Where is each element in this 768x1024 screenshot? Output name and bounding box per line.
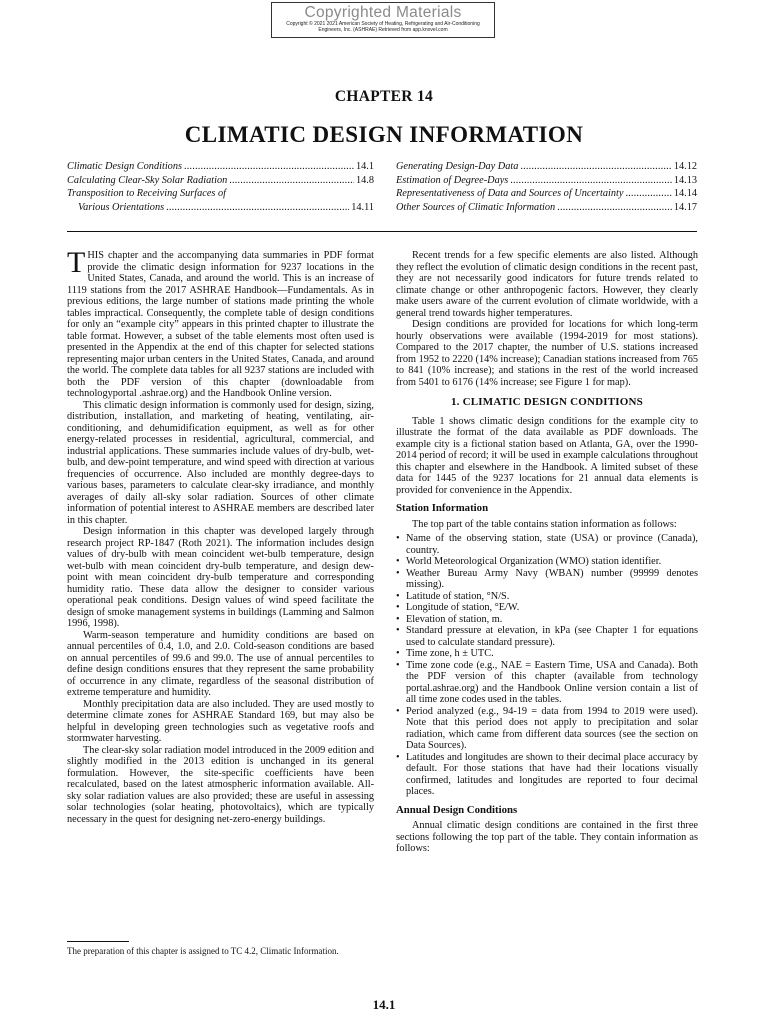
list-item: • Time zone, h ± UTC. — [396, 648, 698, 660]
body-paragraph: This climatic design information is commonly used for design, sizing, distribution, installation, and marketing of heating, ventilating, air-conditioning, and dehumidification equipment, as well as for other energy-related processes in residential, agricultural, commercial, and industrial applications. These summaries include values of dry-bulb, wet-bulb, and dew-point temperature, and wind speed with direction at various frequencies of occurrence. Also included are monthly degree-days to various bases, parameters to calculate clear-sky irradiance, and monthly averages of daily all-sky solar radiation. Sources of other climate information of potential interest to ASHRAE members are described later in this chapter. — [67, 399, 374, 526]
footnote-divider — [67, 941, 129, 942]
body-paragraph: The top part of the table contains station information as follows: — [412, 518, 677, 530]
toc-right-column — [396, 160, 697, 214]
toc-entry-label: Estimation of Degree-Days — [396, 174, 509, 186]
intro-text: HIS chapter and the accompanying data summaries in PDF format provide the climatic design information for 9237 locations in the United States, Canada, and around the world. This is an increase of 1119 stations from the 2017 ASHRAE Handbook—Fundamentals. As in previous editions, the large number of stations made printing the whole tables impractical. Consequently, the complete table of design conditions for only an “example city” appears in this printed chapter to illustrate the table format. However, a subset of the table elements most often used is presented in the Appendix at the end of this chapter for selected stations representing major urban centers in the United States, Canada, and around the world. The complete data tables for all 9237 stations are included with both the PDF version of this chapter (downloadable from technologyportal .ashrae.org) and the Handbook Online version. — [67, 250, 374, 399]
stamp-title: Copyrighted Materials — [304, 4, 462, 21]
station-info-list — [396, 533, 698, 798]
toc-entry[interactable] — [396, 201, 697, 215]
toc-entry-page: 14.17 — [673, 201, 697, 213]
toc-entry-page: 14.12 — [673, 161, 697, 172]
list-item: • Standard pressure at elevation, in kPa (see Chapter 1 for equations used to calculate standard pressure). — [396, 625, 698, 648]
toc-leader-dots — [625, 187, 671, 201]
footnote: The preparation of this chapter is assigned to TC 4.2, Climatic Information. — [67, 946, 339, 956]
toc-entry[interactable] — [67, 160, 374, 174]
toc-entry[interactable] — [67, 187, 374, 201]
list-item: • Elevation of station, m. — [396, 614, 698, 626]
list-item: • Latitudes and longitudes are shown to their decimal place accuracy by default. For those stations that have had their locations visually confirmed, latitudes and longitudes are reported to four decimal places. — [396, 752, 698, 798]
toc-entry[interactable] — [396, 160, 697, 174]
toc-entry-label: Other Sources of Climatic Information — [396, 201, 556, 213]
body-paragraph: Annual climatic design conditions are contained in the first three sections following the top part of the table. They contain information as follows: — [396, 820, 698, 854]
list-item: • Period analyzed (e.g., 94-19 = data from 1994 to 2019 were used). Note that this period does not apply to precipitation and solar radiation, which came from different data sources (see the section on Data Sources). — [396, 706, 698, 752]
toc-entry-label: Generating Design-Day Data — [396, 161, 519, 172]
toc-leader-dots — [520, 160, 671, 174]
toc-entry-label: Transposition to Receiving Surfaces of — [67, 188, 227, 200]
toc-entry[interactable] — [67, 174, 374, 188]
toc-entry-label: Climatic Design Conditions — [67, 161, 182, 172]
page-number: 14.1 — [372, 997, 396, 1012]
toc-entry-label: Representativeness of Data and Sources of Uncertainty — [396, 188, 624, 200]
toc-left-column — [67, 160, 374, 214]
chapter-number: CHAPTER 14 — [334, 88, 434, 105]
toc-entry-page: 14.1 — [355, 161, 374, 172]
body-paragraph: The clear-sky solar radiation model introduced in the 2009 edition and slightly modified in the 2013 edition is unchanged in its general formulation. However, the site-specific coefficients have been recalculated, based on the latest atmospheric information available. All-sky solar radiation values are also provided; these are useful in assessing solar technologies (solar heating, photovoltaics), which are typically necessary in the quest for designing net-zero-energy buildings. — [67, 744, 374, 825]
intro-paragraph — [67, 246, 374, 400]
section-heading: 1. CLIMATIC DESIGN CONDITIONS — [450, 396, 644, 408]
toc-entry-page: 14.13 — [673, 174, 697, 186]
toc-entry[interactable] — [396, 187, 697, 201]
toc-entry-page: 14.8 — [355, 174, 374, 186]
list-item: • Name of the observing station, state (USA) or province (Canada), country. — [396, 533, 698, 556]
copyright-stamp — [271, 2, 495, 38]
toc-entry[interactable] — [67, 201, 374, 215]
list-item: • World Meteorological Organization (WMO) station identifier. — [396, 556, 698, 568]
toc-entry-page: 14.11 — [351, 201, 374, 213]
left-text-column — [67, 246, 374, 825]
drop-cap: T — [67, 246, 86, 279]
body-paragraph: Recent trends for a few specific elements are also listed. Although they reflect the evolution of climatic design conditions in the recent past, they are not necessarily good indicators for future trends related to climate change or other anthropogenic factors. However, they clearly make users aware of the current evolution of climate worldwide, with a general trend towards higher temperatures. — [396, 250, 698, 319]
body-paragraph: Warm-season temperature and humidity conditions are based on annual percentiles of 0.4, 1.0, and 2.0. Cold-season conditions are based on annual percentiles of 99.6 and 99.0. The use of annual percentiles to define design conditions ensures that they represent the same probability of occurrence in any climate, regardless of the seasonal distribution of extreme temperature and humidity. — [67, 629, 374, 698]
stamp-line-2: Engineers, Inc. (ASHRAE) Retrieved from app.knovel.com — [318, 27, 448, 33]
toc-entry-page: 14.14 — [673, 188, 697, 200]
toc-leader-dots — [510, 174, 672, 188]
toc-entry-label: Various Orientations — [78, 201, 165, 213]
toc-leader-dots — [166, 201, 349, 215]
body-paragraph: Table 1 shows climatic design conditions for the example city to illustrate the format of the data available as PDF downloads. The example city is a fictional station based on Atlanta, GA, over the 1990-2014 period of record; it will be used in example calculations throughout this chapter and elsewhere in the Handbook. A limited subset of these data for 1445 of the 9237 locations for 21 annual data elements is provided for convenience in the Appendix. — [396, 415, 698, 496]
body-paragraph: Monthly precipitation data are also included. They are used mostly to determine climate zones for ASHRAE Standard 169, but may also be helpful in developing green technologies such as vegetative roofs and stormwater harvesting. — [67, 698, 374, 744]
body-paragraph: Design conditions are provided for locations for which long-term hourly observations were available (1994-2019 for most stations). Compared to the 2017 chapter, the number of U.S. stations increased from 1952 to 2220 (14% increase); Canadian stations increased from 765 to 841 (10% increase); and stations in the rest of the world increased from 5401 to 6176 (14% increase; see Figure 1 for map). — [396, 319, 698, 388]
toc-entry-label: Calculating Clear-Sky Solar Radiation — [67, 174, 228, 186]
list-item: • Latitude of station, °N/S. — [396, 591, 698, 603]
subsection-heading-annual: Annual Design Conditions — [396, 803, 518, 816]
subsection-heading-station: Station Information — [396, 502, 489, 514]
right-text-column — [396, 250, 698, 855]
toc-leader-dots — [557, 201, 672, 215]
stamp-line-1: Copyright © 2021 2021 American Society of Heating, Refrigerating and Air-Conditioning — [286, 21, 480, 27]
header-divider — [67, 231, 697, 232]
chapter-title: CLIMATIC DESIGN INFORMATION — [184, 122, 584, 147]
list-item: • Longitude of station, °E/W. — [396, 602, 698, 614]
body-paragraph: Design information in this chapter was developed largely through research project RP-1847 (Roth 2021). The information includes design values of dry-bulb with mean coincident wet-bulb temperature, design wet-bulb with mean coincident dry-bulb temperature, and design dew-point with mean coincident dry-bulb temperature and corresponding humidity ratio. These data allow the designer to consider various operational peak conditions. Design values of wind speed facilitate the design of smoke management systems in buildings (Lamming and Salmon 1996, 1998). — [67, 526, 374, 629]
toc-leader-dots — [229, 174, 354, 188]
toc-leader-dots — [184, 160, 354, 174]
toc-entry[interactable] — [396, 174, 697, 188]
list-item: • Time zone code (e.g., NAE = Eastern Time, USA and Canada). Both the PDF version of this chapter (available from technology portal.ashrae.org) and the Handbook Online version contain a list of all time zone codes used in the tables. — [396, 660, 698, 706]
list-item: • Weather Bureau Army Navy (WBAN) number (99999 denotes missing). — [396, 568, 698, 591]
